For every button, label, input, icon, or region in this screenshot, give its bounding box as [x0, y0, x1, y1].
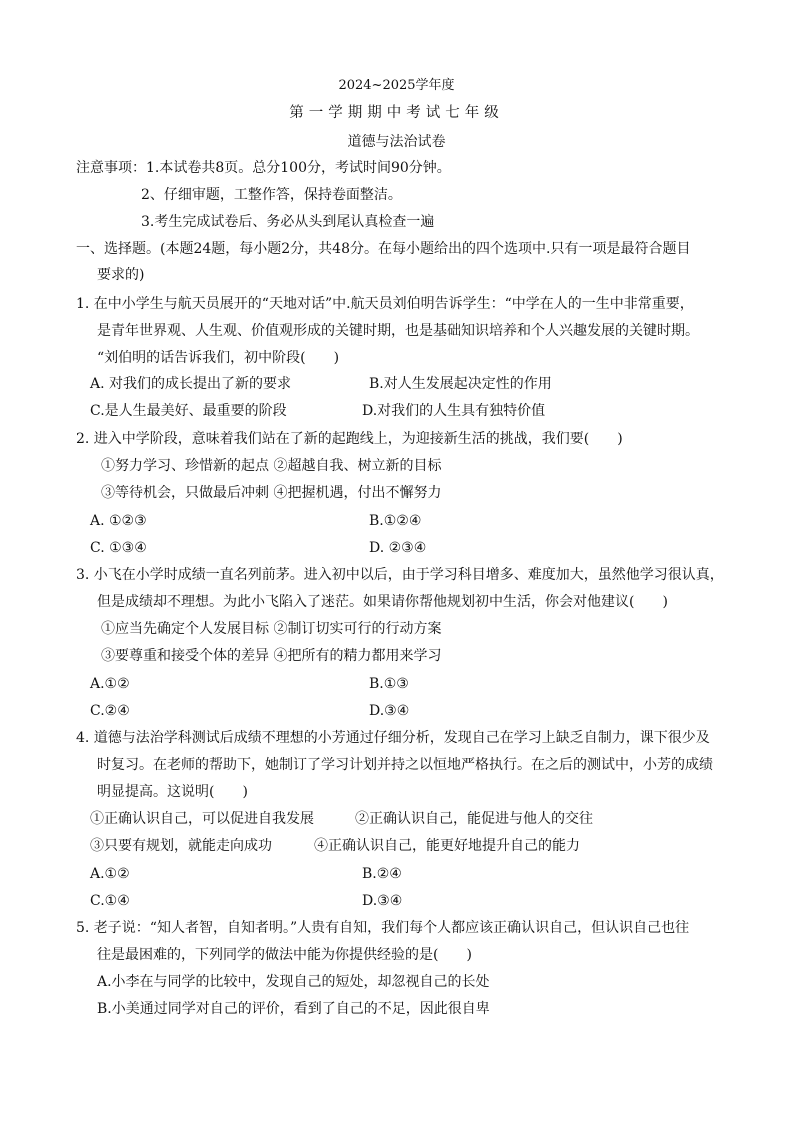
q4-stem-line3: 明显提高。这说明( ): [97, 784, 248, 800]
q3-stem-line1: 3. 小飞在小学时成绩一直名列前茅。进入初中以后，由于学习科目增多、难度加大，虽然他学习很认真，: [76, 567, 724, 583]
q2-statement-line2: ③等待机会，只做最后冲刺 ④把握机遇，付出不懈努力: [101, 485, 442, 501]
q5-stem-line2: 往是最困难的，下列同学的做法中能为你提供经验的是( ): [97, 947, 472, 963]
q5-option-b[interactable]: B.小美通过同学对自己的评价，看到了自己的不足，因此很自卑: [97, 1001, 490, 1017]
q1-option-d[interactable]: D.对我们的人生具有独特价值: [362, 403, 546, 419]
q1-stem-line2: 是青年世界观、人生观、价值观形成的关键时期，也是基础知识培养和个人兴趣发展的关键时期。: [97, 323, 699, 339]
notice-item-1: 1.本试卷共8页。总分100分，考试时间90分钟。: [146, 160, 451, 176]
q3-option-d[interactable]: D.③④: [369, 703, 410, 719]
q3-option-c[interactable]: C.②④: [90, 703, 130, 719]
q2-option-b[interactable]: B.①②④: [369, 513, 422, 529]
q2-stem-line1: 2. 进入中学阶段，意味着我们站在了新的起跑线上，为迎接新生活的挑战，我们要( ): [76, 431, 623, 447]
q2-option-d[interactable]: D. ②③④: [369, 540, 427, 556]
q4-option-b[interactable]: B.②④: [362, 866, 402, 882]
q4-option-c[interactable]: C.①④: [90, 893, 130, 909]
q1-option-a[interactable]: A. 对我们的成长提出了新的要求: [90, 376, 292, 392]
q3-statement-line2: ③要尊重和接受个体的差异 ④把所有的精力都用来学习: [101, 648, 442, 664]
q1-stem-line3: “刘伯明的话告诉我们，初中阶段( ): [97, 350, 340, 366]
exam-title: 第一学期期中考试七年级: [289, 105, 504, 121]
q3-option-a[interactable]: A.①②: [90, 676, 130, 692]
section-heading: 一、选择题。(本题24题，每小题2分，共48分。在每小题给出的四个选项中.只有一项是最符合题目: [76, 241, 691, 257]
q4-stem-line1: 4. 道德与法治学科测试后成绩不理想的小芳通过仔细分析，发现自己在学习上缺乏自制力，课下很少及: [76, 730, 710, 746]
q1-option-c[interactable]: C.是人生最美好、最重要的阶段: [90, 403, 287, 419]
section-heading-cont: 要求的): [97, 267, 145, 283]
exam-subject: 道德与法治试卷: [347, 134, 446, 150]
q2-option-c[interactable]: C. ①③④: [90, 540, 147, 556]
q4-option-a[interactable]: A.①②: [90, 866, 130, 882]
q4-statement-4: ④正确认识自己，能更好地提升自己的能力: [314, 838, 580, 854]
notice-item-3: 3.考生完成试卷后、务必从头到尾认真检查一遍: [141, 214, 435, 230]
q3-stem-line2: 但是成绩却不理想。为此小飞陷入了迷茫。如果请你帮他规划初中生活，你会对他建议( ): [97, 594, 668, 610]
q4-stem-line2: 时复习。在老师的帮助下，她制订了学习计划并持之以恒地严格执行。在之后的测试中，小芳的成绩: [97, 757, 713, 773]
school-year: 2024~2025学年度: [338, 78, 455, 93]
q1-option-b[interactable]: B.对人生发展起决定性的作用: [369, 376, 552, 392]
notice-label: 注意事项：: [76, 160, 146, 176]
q2-statement-line1: ①努力学习、珍惜新的起点 ②超越自我、树立新的目标: [101, 458, 442, 474]
q4-statement-2: ②正确认识自己，能促进与他人的交往: [355, 811, 593, 827]
q5-option-a[interactable]: A.小李在与同学的比较中，发现自己的短处，却忽视自己的长处: [97, 974, 490, 990]
q3-option-b[interactable]: B.①③: [369, 676, 409, 692]
notice-item-2: 2、仔细审题，工整作答，保持卷面整洁。: [141, 187, 402, 203]
q4-statement-1: ①正确认识自己，可以促进自我发展: [90, 811, 314, 827]
q3-statement-line1: ①应当先确定个人发展目标 ②制订切实可行的行动方案: [101, 621, 442, 637]
q2-option-a[interactable]: A. ①②③: [90, 513, 147, 529]
q5-stem-line1: 5. 老子说：“知人者智，自知者明。”人贵有自知，我们每个人都应该正确认识自己，但认识自己也往: [76, 920, 690, 936]
q1-stem-line1: 1. 在中小学生与航天员展开的“天地对话”中.航天员刘伯明告诉学生：“中学在人的一生中非常重要，: [76, 296, 694, 312]
q4-statement-3: ③只要有规划，就能走向成功: [90, 838, 272, 854]
q4-option-d[interactable]: D.③④: [362, 893, 403, 909]
